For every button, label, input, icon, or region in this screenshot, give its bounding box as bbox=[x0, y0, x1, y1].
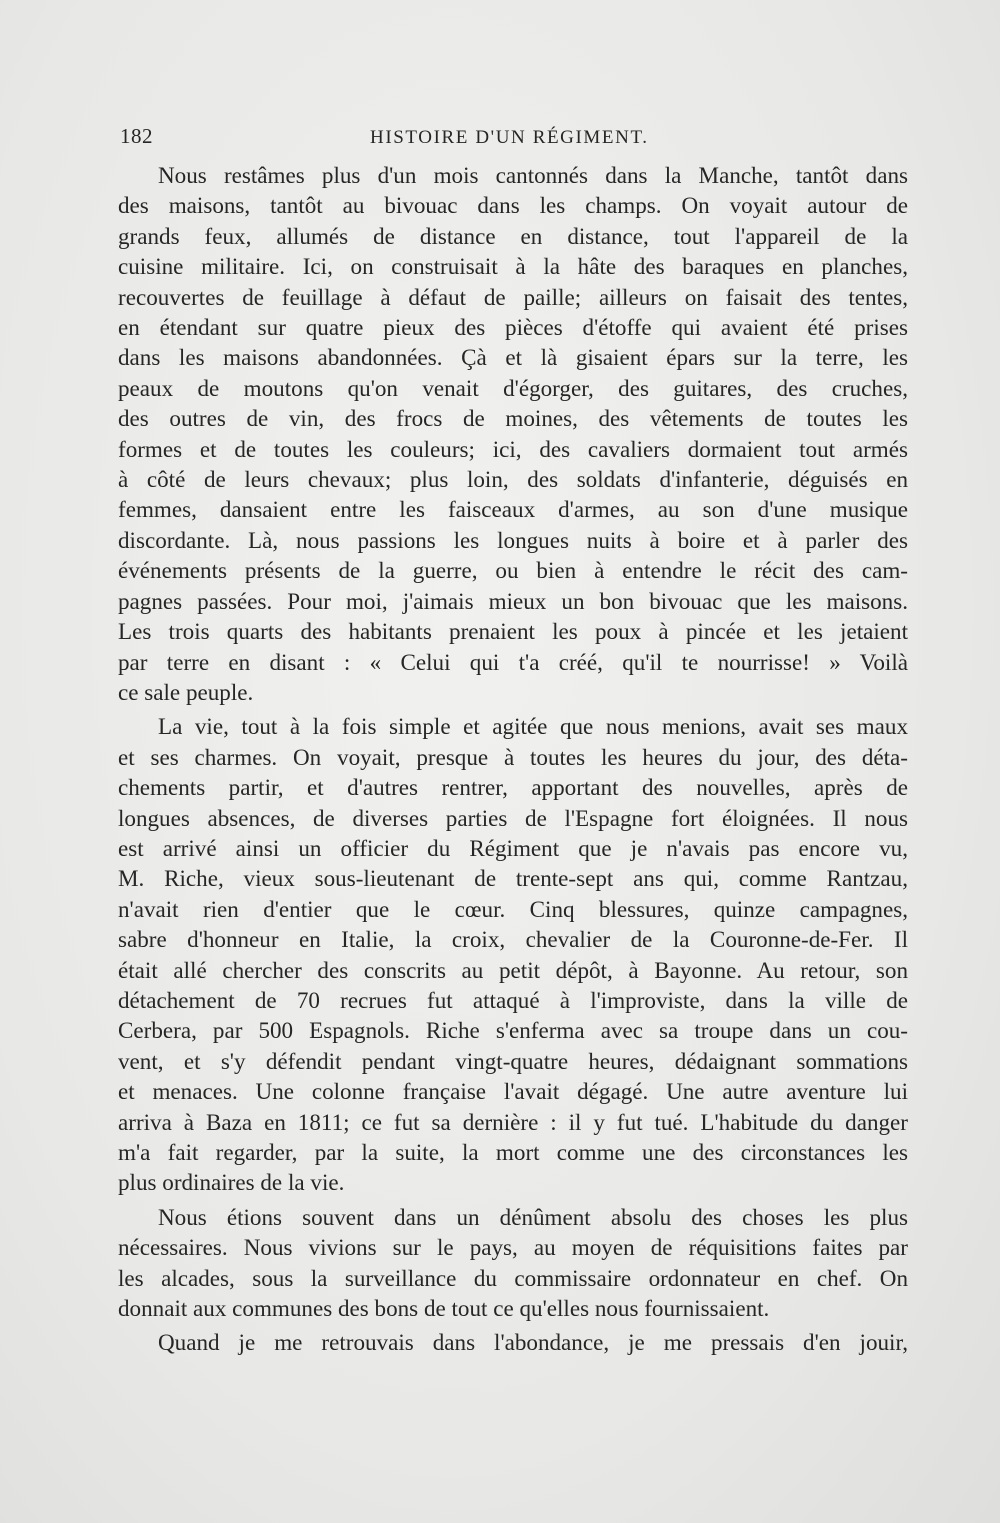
text-line: détachement de 70 recrues fut attaqué à l'improviste, dans la ville de bbox=[118, 986, 908, 1013]
text-line: plus ordinaires de la vie. bbox=[118, 1169, 345, 1196]
text-line: peaux de moutons qu'on venait d'égorger, des guitares, des cruches, bbox=[118, 374, 908, 401]
text-line: longues absences, de diverses parties de l'Espagne fort éloignées. Il nous bbox=[118, 804, 908, 831]
text-line: à côté de leurs chevaux; plus loin, des soldats d'infanterie, déguisés en bbox=[118, 466, 908, 493]
text-line: La vie, tout à la fois simple et agitée que nous menions, avait ses maux bbox=[158, 713, 908, 740]
text-line: Cerbera, par 500 Espagnols. Riche s'enferma avec sa troupe dans un cou- bbox=[118, 1017, 908, 1044]
text-line: des outres de vin, des frocs de moines, des vêtements de toutes les bbox=[118, 405, 908, 432]
text-line: Les trois quarts des habitants prenaient les poux à pincée et les jetaient bbox=[118, 618, 908, 645]
text-line: grands feux, allumés de distance en distance, tout l'appareil de la bbox=[118, 222, 908, 249]
text-line: événements présents de la guerre, ou bien à entendre le récit des cam- bbox=[118, 557, 908, 584]
text-line: et menaces. Une colonne française l'avait dégagé. Une autre aventure lui bbox=[118, 1078, 908, 1105]
text-line: arriva à Baza en 1811; ce fut sa dernière : il y fut tué. L'habitude du danger bbox=[118, 1108, 908, 1135]
text-line: chements partir, et d'autres rentrer, apportant des nouvelles, après de bbox=[118, 774, 908, 801]
text-line: formes et de toutes les couleurs; ici, des cavaliers dormaient tout armés bbox=[118, 435, 908, 462]
text-line: recouvertes de feuillage à défaut de paille; ailleurs on faisait des tentes, bbox=[118, 283, 908, 310]
running-head bbox=[120, 124, 910, 160]
text-line: les alcades, sous la surveillance du commissaire ordonnateur en chef. On bbox=[118, 1264, 908, 1291]
text-line: des maisons, tantôt au bivouac dans les champs. On voyait autour de bbox=[118, 192, 908, 219]
text-line: pagnes passées. Pour moi, j'aimais mieux un bon bivouac que les maisons. bbox=[118, 587, 908, 614]
text-line: donnait aux communes des bons de tout ce qu'elles nous fournissaient. bbox=[118, 1295, 770, 1322]
text-line: était allé chercher des conscrits au petit dépôt, à Bayonne. Au retour, son bbox=[118, 956, 908, 983]
text-line: en étendant sur quatre pieux des pièces d'étoffe qui avaient été prises bbox=[118, 314, 908, 341]
text-line: et ses charmes. On voyait, presque à toutes les heures du jour, des déta- bbox=[118, 743, 908, 770]
text-line: discordante. Là, nous passions les longues nuits à boire et à parler des bbox=[118, 526, 908, 553]
paragraph bbox=[118, 711, 908, 1198]
running-title: HISTOIRE D'UN RÉGIMENT. bbox=[370, 127, 649, 148]
text-line: Nous étions souvent dans un dénûment absolu des choses les plus bbox=[158, 1203, 908, 1230]
text-line: M. Riche, vieux sous-lieutenant de trente-sept ans qui, comme Rantzau, bbox=[118, 865, 908, 892]
text-line: par terre en disant : « Celui qui t'a créé, qu'il te nourrisse! » Voilà bbox=[118, 648, 908, 675]
text-line: sabre d'honneur en Italie, la croix, chevalier de la Couronne-de-Fer. Il bbox=[118, 926, 908, 953]
body-text bbox=[118, 160, 908, 1362]
paragraph bbox=[118, 1202, 908, 1324]
text-line: cuisine militaire. Ici, on construisait à la hâte des baraques en planches, bbox=[118, 253, 908, 280]
text-line: n'avait rien d'entier que le cœur. Cinq blessures, quinze campagnes, bbox=[118, 895, 908, 922]
text-line: Nous restâmes plus d'un mois cantonnés dans la Manche, tantôt dans bbox=[158, 162, 908, 188]
paragraph bbox=[118, 160, 908, 707]
text-line: nécessaires. Nous vivions sur le pays, au moyen de réquisitions faites par bbox=[118, 1234, 908, 1261]
text-line: Quand je me retrouvais dans l'abondance, je me pressais d'en jouir, bbox=[158, 1329, 908, 1356]
text-line: est arrivé ainsi un officier du Régiment que je n'avais pas encore vu, bbox=[118, 834, 908, 861]
text-line: femmes, dansaient entre les faisceaux d'armes, au son d'une musique bbox=[118, 496, 908, 523]
paragraph bbox=[118, 1327, 908, 1357]
text-line: m'a fait regarder, par la suite, la mort comme une des circonstances les bbox=[118, 1139, 908, 1165]
text-line: dans les maisons abandonnées. Çà et là gisaient épars sur la terre, les bbox=[118, 344, 908, 371]
text-line: vent, et s'y défendit pendant vingt-quatre heures, dédaignant sommations bbox=[118, 1047, 908, 1074]
text-line: ce sale peuple. bbox=[118, 678, 254, 705]
page-number: 182 bbox=[120, 124, 153, 148]
